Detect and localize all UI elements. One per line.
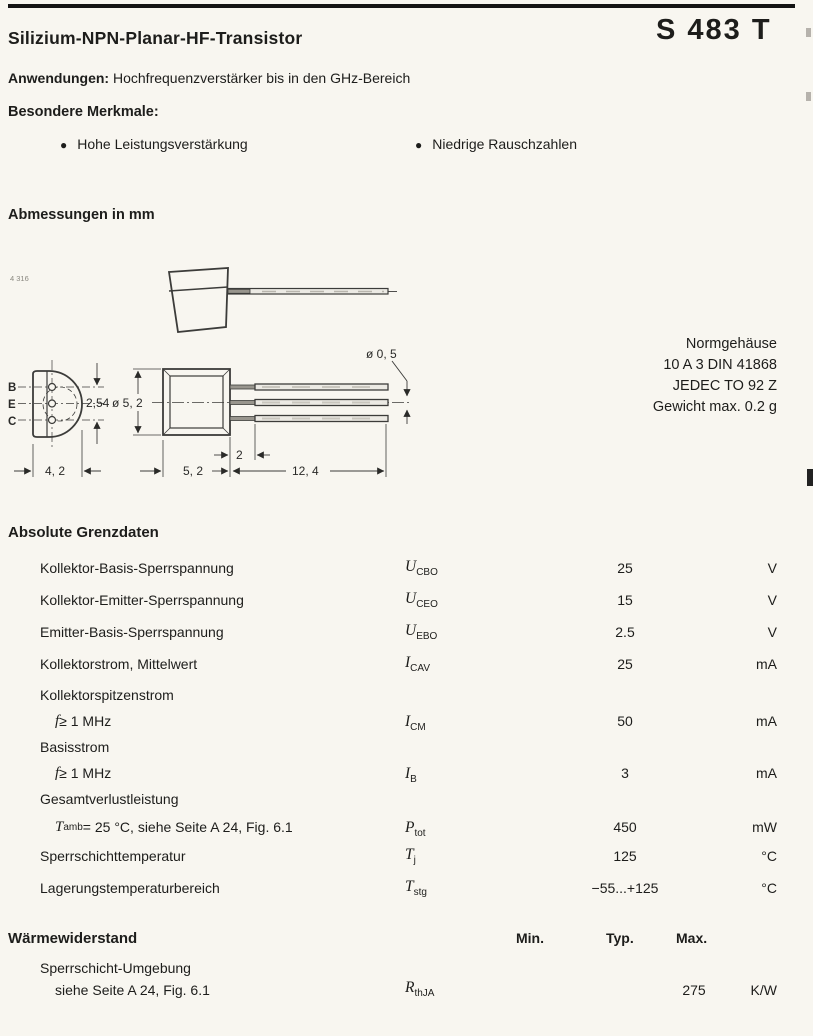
- rating-symbol: $U_{CBO}$: [405, 557, 438, 579]
- thermal-max-value: 275: [682, 982, 706, 998]
- figure-code: 4 316: [10, 274, 29, 283]
- table-row: [0, 648, 813, 680]
- side-view: [133, 361, 412, 477]
- rating-unit: V: [767, 592, 777, 608]
- applications-text: Hochfrequenzverstärker bis in den GHz-Bereich: [109, 70, 411, 86]
- column-header-max: Max.: [676, 930, 708, 946]
- bottom-view: [14, 360, 104, 477]
- page-edge-mark: [807, 469, 813, 486]
- table-row: [0, 840, 813, 872]
- table-row: [0, 732, 813, 784]
- table-row: [0, 552, 813, 584]
- rating-label: Lagerungstemperaturbereich: [40, 880, 220, 896]
- pin-label-c: C: [8, 416, 17, 428]
- rating-value: 125: [613, 848, 637, 864]
- pin-label-e: E: [8, 399, 16, 411]
- table-row: [0, 784, 813, 840]
- column-header-min: Min.: [516, 930, 544, 946]
- rating-label: Kollektor-Basis-Sperrspannung: [40, 560, 234, 576]
- pin-label-b: B: [8, 382, 17, 394]
- dim-pin-pitch: 2,54: [86, 396, 110, 410]
- rating-label: Kollektor-Emitter-Sperrspannung: [40, 592, 244, 608]
- rating-condition: f ≥ 1 MHz: [55, 712, 112, 729]
- package-info-line: Normgehäuse: [685, 336, 777, 352]
- rating-symbol: $U_{CEO}$: [405, 589, 438, 611]
- table-row: [0, 584, 813, 616]
- package-info-line: JEDEC TO 92 Z: [672, 378, 777, 394]
- top-rule: [8, 4, 795, 8]
- rating-value: 2.5: [615, 624, 635, 640]
- rating-value: 25: [617, 656, 633, 672]
- perspective-view: [169, 268, 397, 332]
- rating-unit: V: [767, 624, 777, 640]
- rating-unit: °C: [761, 880, 777, 896]
- ratings-heading: Absolute Grenzdaten: [8, 524, 159, 541]
- package-info: [653, 334, 777, 418]
- page-title: Silizium-NPN-Planar-HF-Transistor: [8, 28, 303, 48]
- rating-unit: mA: [756, 656, 777, 672]
- rating-value: 3: [621, 765, 629, 781]
- rating-value: −55...+125: [591, 880, 659, 896]
- rating-label: Basisstrom: [40, 739, 110, 755]
- column-header-typ: Typ.: [606, 930, 634, 946]
- rating-symbol: $P_{tot}$: [405, 819, 426, 840]
- rating-symbol: $T_{stg}$: [405, 877, 427, 899]
- table-row: [0, 616, 813, 648]
- lead-bottom: [230, 416, 388, 422]
- rating-symbol: $T_j$: [405, 845, 416, 867]
- lead-top: [230, 384, 388, 390]
- dim-lead-dia: ø 0, 5: [366, 347, 397, 361]
- rating-unit: mA: [756, 765, 777, 781]
- lead-middle: [230, 400, 388, 406]
- thermal-symbol: $R_{thJA}$: [405, 979, 435, 1000]
- dimensions-heading: Abmessungen in mm: [8, 207, 155, 223]
- bullet-icon: ●: [415, 138, 423, 152]
- rating-value: 15: [617, 592, 633, 608]
- part-number: S 483 T: [656, 14, 772, 46]
- rating-condition: f ≥ 1 MHz: [55, 764, 112, 781]
- rating-value: 50: [617, 713, 633, 729]
- dim-lead-len: 12, 4: [292, 464, 319, 478]
- page-edge-mark: [806, 92, 811, 101]
- dim-body-len: 5, 2: [183, 464, 204, 478]
- applications-label: Anwendungen:: [8, 70, 110, 86]
- dim-body-dia: ø 5, 2: [112, 396, 143, 410]
- bullet-icon: ●: [60, 138, 68, 152]
- rating-label: Gesamtverlustleistung: [40, 791, 179, 807]
- rating-value: 450: [613, 819, 637, 835]
- ratings-table: [0, 552, 813, 904]
- thermal-label: Sperrschicht-Umgebung: [40, 960, 191, 976]
- feature-item: [415, 136, 577, 152]
- feature-label: Hohe Leistungsverstärkung: [77, 136, 248, 152]
- rating-unit: °C: [761, 848, 777, 864]
- dim-lead-offset: 2: [236, 448, 243, 462]
- rating-unit: mW: [752, 819, 777, 835]
- rating-value: 25: [617, 560, 633, 576]
- package-drawing: [0, 250, 470, 490]
- thermal-unit: K/W: [750, 982, 777, 998]
- feature-item: [60, 136, 248, 152]
- rating-label: Kollektorspitzenstrom: [40, 687, 174, 703]
- rating-symbol: $U_{EBO}$: [405, 621, 438, 643]
- package-info-line: Gewicht max. 0.2 g: [652, 399, 777, 415]
- rating-symbol: $I_{CM}$: [405, 713, 426, 734]
- rating-unit: V: [767, 560, 777, 576]
- package-info-line: 10 A 3 DIN 41868: [663, 357, 777, 373]
- dim-bottom-width: 4, 2: [45, 464, 66, 478]
- rating-label: Kollektorstrom, Mittelwert: [40, 656, 198, 672]
- thermal-sublabel: siehe Seite A 24, Fig. 6.1: [55, 982, 210, 998]
- rating-symbol: $I_{CAV}$: [405, 653, 430, 675]
- table-row: [0, 680, 813, 732]
- feature-label: Niedrige Rauschzahlen: [432, 136, 578, 152]
- rating-condition: T amb = 25 °C, siehe Seite A 24, Fig. 6.1: [55, 818, 293, 835]
- thermal-heading: Wärmewiderstand: [8, 930, 138, 947]
- features-heading: Besondere Merkmale:: [8, 104, 159, 120]
- table-row: [0, 872, 813, 904]
- page-edge-mark: [806, 28, 811, 37]
- rating-label: Sperrschichttemperatur: [40, 848, 186, 864]
- applications-line: [8, 70, 410, 86]
- rating-symbol: $I_B$: [405, 765, 417, 786]
- rating-label: Emitter-Basis-Sperrspannung: [40, 624, 224, 640]
- rating-unit: mA: [756, 713, 777, 729]
